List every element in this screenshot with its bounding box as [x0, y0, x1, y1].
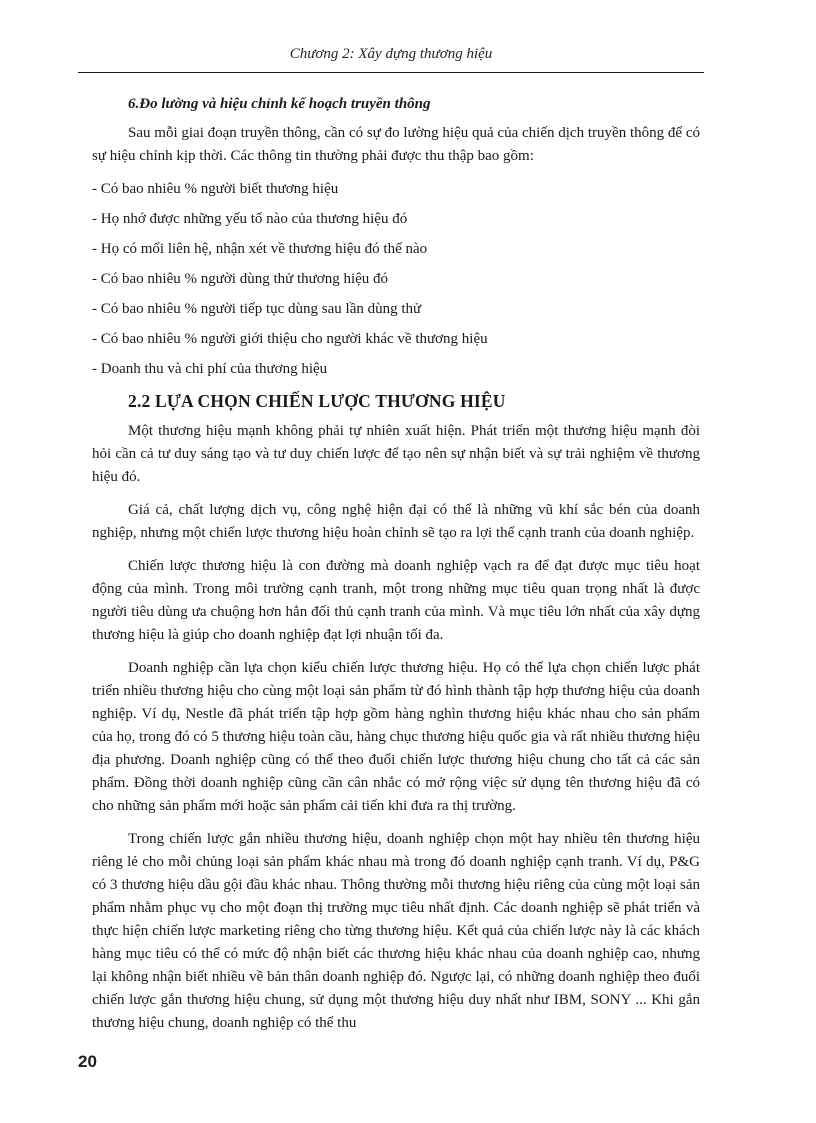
- page-number: 20: [78, 1052, 97, 1071]
- list-item: - Có bao nhiêu % người biết thương hiệu: [92, 181, 339, 197]
- paragraph: Giá cả, chất lượng dịch vụ, công nghệ hiện đại có thể là những vũ khí sắc bén của doanh nghiệp, nhưng một chiến lược thương hiệu hoàn chỉnh sẽ tạo ra lợi thế cạnh tranh của doanh nghiệp.: [92, 502, 700, 541]
- list-item: - Có bao nhiêu % người tiếp tục dùng sau lần dùng thử: [92, 301, 422, 317]
- list-item: - Họ nhớ được những yếu tố nào của thương hiệu đó: [92, 211, 408, 227]
- running-header: Chương 2: Xây dựng thương hiệu: [289, 46, 493, 62]
- list-item: - Họ có mối liên hệ, nhận xét về thương hiệu đó thế nào: [92, 241, 428, 257]
- paragraph: Chiến lược thương hiệu là con đường mà doanh nghiệp vạch ra để đạt được mục tiêu hoạt động của mình. Trong môi trường cạnh tranh, một trong những mục tiêu quan trọng nhất là được người tiêu dùng ưa chuộng hơn hẳn đối thủ cạnh tranh của mình. Và mục tiêu lớn nhất của xây dựng thương hiệu là giúp cho doanh nghiệp đạt lợi nhuận tối đa.: [92, 558, 700, 643]
- header-rule: [78, 72, 704, 73]
- intro-paragraph: Sau mỗi giai đoạn truyền thông, cần có sự đo lường hiệu quả của chiến dịch truyền thông để có sự hiệu chỉnh kịp thời. Các thông tin thường phải được thu thập bao gồm:: [92, 125, 700, 164]
- paragraph: Trong chiến lược gắn nhiều thương hiệu, doanh nghiệp chọn một hay nhiều tên thương hiệu riêng lẻ cho mỗi chủng loại sản phẩm khác nhau mà trong đó doanh nghiệp cạnh tranh. Ví dụ, P&G có 3 thương hiệu dầu gội đầu khác nhau. Thông thường mỗi thương hiệu riêng của cùng một loại sản phẩm nhằm phục vụ cho một đoạn thị trường mục tiêu nhất định. Các doanh nghiệp sẽ phát triển và thực hiện chiến lược marketing riêng cho từng thương hiệu. Kết quả của chiến lược này là các khách hàng mục tiêu có thể có mức độ nhận biết các thương hiệu khác nhau của doanh nghiệp cao, nhưng lại không nhận biết nhiều về bản thân doanh nghiệp đó. Ngược lại, có những doanh nghiệp theo đuổi chiến lược gắn thương hiệu chung, sử dụng một thương hiệu duy nhất như IBM, SONY ... Khi gắn thương hiệu chung, doanh nghiệp có thể thu: [92, 831, 700, 1031]
- list-item: - Có bao nhiêu % người giới thiệu cho người khác về thương hiệu: [92, 331, 488, 347]
- list-item: - Doanh thu và chi phí của thương hiệu: [92, 361, 328, 377]
- paragraph: Một thương hiệu mạnh không phải tự nhiên xuất hiện. Phát triển một thương hiệu mạnh đòi hỏi cần cả tư duy sáng tạo và tư duy chiến lược để tạo nên sự nhận biết và sự trải nghiệm về thương hiệu đó.: [92, 423, 700, 485]
- section-heading: 2.2 LỰA CHỌN CHIẾN LƯỢC THƯƠNG HIỆU: [128, 391, 506, 411]
- bullet-list: [92, 178, 700, 380]
- page-body: [92, 92, 700, 1045]
- list-item: - Có bao nhiêu % người dùng thử thương hiệu đó: [92, 271, 389, 287]
- subsection-heading: 6.Đo lường và hiệu chỉnh kế hoạch truyền thông: [128, 96, 431, 112]
- paragraph: Doanh nghiệp cần lựa chọn kiểu chiến lược thương hiệu. Họ có thể lựa chọn chiến lược phát triển nhiều thương hiệu cho cùng một loại sản phẩm từ đó hình thành tập hợp thương hiệu của doanh nghiệp. Ví dụ, Nestle đã phát triển tập hợp gồm hàng nghìn thương hiệu khác nhau cho sản phẩm của họ, trong đó có 5 thương hiệu toàn cầu, hàng chục thương hiệu quốc gia và rất nhiều thương hiệu địa phương. Doanh nghiệp cũng có thể theo đuổi chiến lược thương hiệu chung cho tất cả các sản phẩm. Đồng thời doanh nghiệp cũng cần cân nhắc có mở rộng việc sử dụng tên thương hiệu đã có cho những sản phẩm mới hoặc sản phẩm cải tiến khi đưa ra thị trường.: [92, 660, 700, 814]
